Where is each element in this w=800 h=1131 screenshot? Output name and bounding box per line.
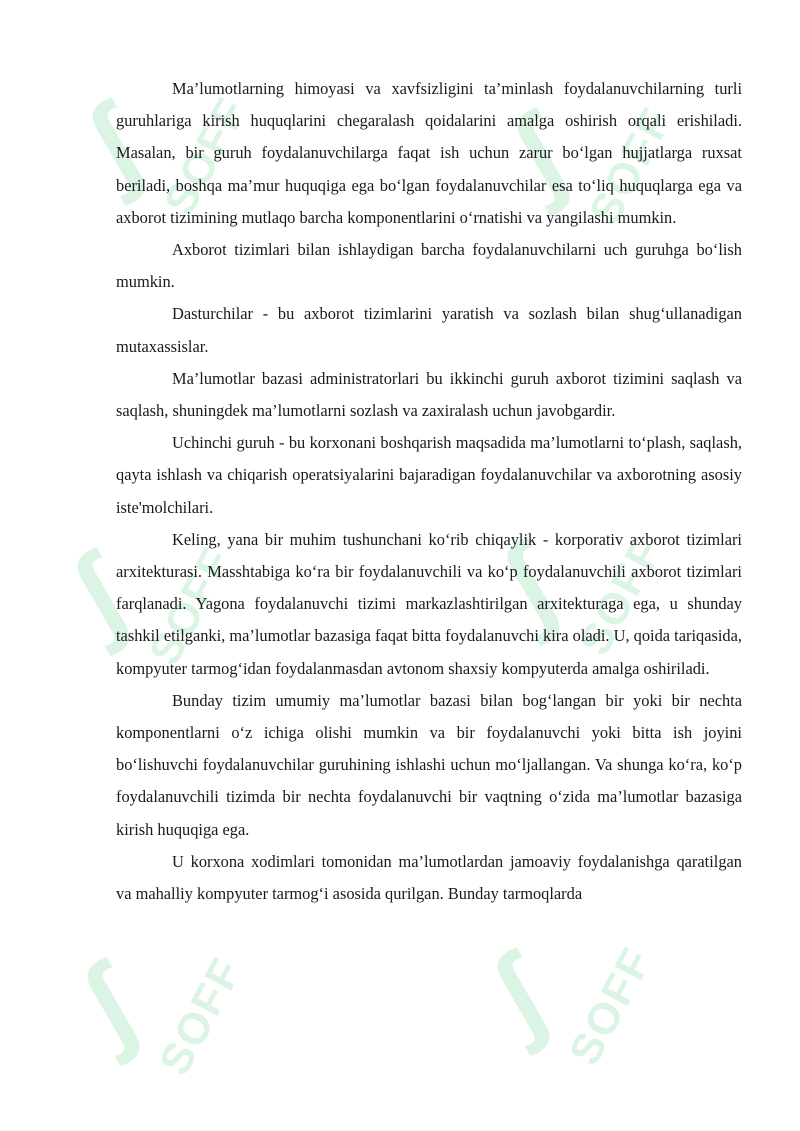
watermark-glyph: ʃ (491, 92, 585, 217)
watermark-text: SOFF (155, 89, 258, 224)
watermark-glyph: ʃ (66, 82, 160, 207)
paragraph: Dasturchilar - bu axborot tizimlarini yaratish va sozlash bilan shugʻullanadigan mutaxassislar. (116, 304, 742, 356)
watermark-glyph: ʃ (61, 942, 155, 1067)
watermark-text: SOFF (150, 949, 253, 1084)
paragraph: Keling, yana bir muhim tushunchani koʻrib chiqaylik - korporativ axborot tizimlari arxitekturasi. Masshtabiga koʻra bir foydalanuvchili va koʻp foydalanuvchili axborot tizimlari farqlanadi. Yagona foydalanuvchi tizimi markazlashtirilgan arxitekturaga ega, u shunday tashkil etilganki, ma’lumotlar bazasiga faqat bitta foydalanuvchi kira oladi. U, qoida tariqasida, kompyuter tarmogʻidan foydalanmasdan avtonom shaxsiy kompyuterda amalga oshiriladi. (116, 529, 742, 678)
watermark-glyph: ʃ (51, 532, 145, 657)
watermark-text: SOFF (570, 529, 673, 664)
paragraph: Ma’lumotlar bazasi administratorlari bu ikkinchi guruh axborot tizimini saqlash va saqlash, shuningdek ma’lumotlarni sozlash va zaxiralash uchun javobgardir. (116, 368, 742, 421)
paragraph: U korxona xodimlari tomonidan ma’lumotlardan jamoaviy foydalanishga qaratilgan va mahalliy kompyuter tarmogʻi asosida qurilgan. Bunday tarmoqlarda (116, 851, 742, 904)
paragraph: Bunday tizim umumiy ma’lumotlar bazasi bilan bogʻlangan bir yoki bir nechta komponentlarni oʻz ichiga olishi mumkin va bir foydalanuvchi yoki bitta ish joyini boʻlishuvchi foydalanuvchilar guruhining ishlashi uchun moʻljallangan. Va shunga koʻra, koʻp foydalanuvchili tizimda bir nechta foydalanuvchi bir vaqtning oʻzida ma’lumotlar bazasiga kirish huquqiga ega. (116, 690, 742, 839)
paragraph: Uchinchi guruh - bu korxonani boshqarish maqsadida ma’lumotlarni toʻplash, saqlash, qayta ishlash va chiqarish operatsiyalarini bajaradigan foydalanuvchilar va axborotning asosiy iste'molchilari. (116, 433, 742, 517)
watermark-glyph: ʃ (471, 932, 565, 1057)
watermark-glyph: ʃ (481, 522, 575, 647)
watermark-text: SOFF (140, 539, 243, 674)
watermark-text: SOFF (560, 939, 663, 1074)
paragraph: Axborot tizimlari bilan ishlaydigan barcha foydalanuvchilarni uch guruhga boʻlish mumkin. (116, 240, 742, 292)
watermark-text: SOFF (580, 99, 683, 234)
document-page (116, 73, 742, 910)
watermark-logo (61, 890, 290, 1090)
paragraph: Ma’lumotlarning himoyasi va xavfsizligini ta’minlash foydalanuvchilarning turli guruhlariga kirish huquqlarini chegaralash qoidalarini amalga oshirish orqali erishiladi. Masalan, bir guruh foydalanuvchilarga faqat ish uchun zarur boʻlgan hujjatlarga ruxsat beriladi, boshqa ma’mur huquqiga ega boʻlgan foydalanuvchilar esa toʻliq huquqlarga ega va axborot tizimining mutlaqo barcha komponentlarini oʻrnatishi va yangilashi mumkin. (116, 79, 742, 227)
